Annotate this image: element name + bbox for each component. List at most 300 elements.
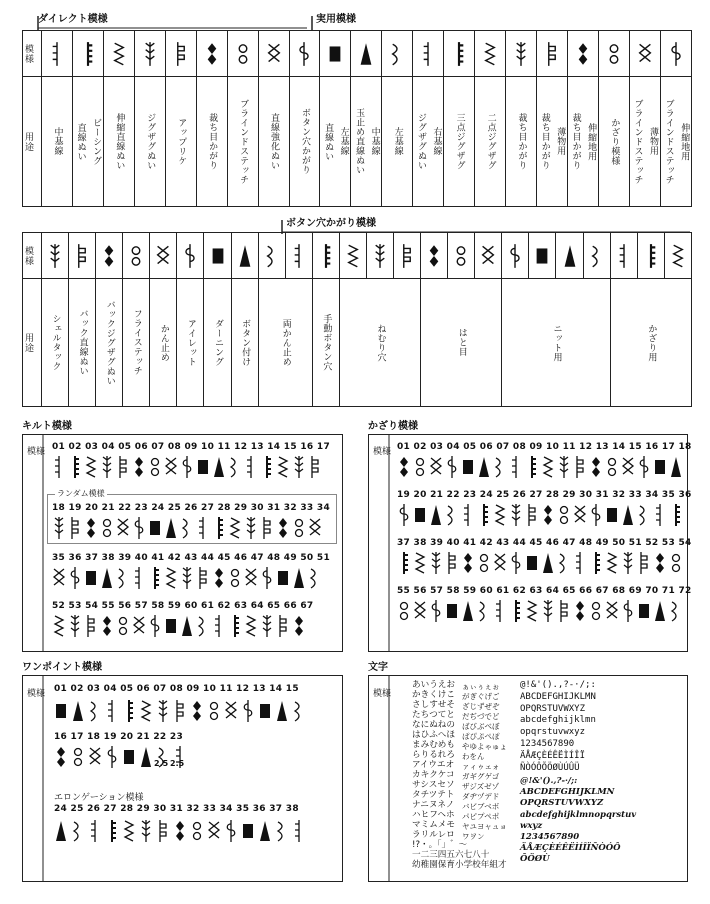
decor-r1-stitch-8 [509, 454, 523, 480]
quilt-r4-stitch-16 [292, 613, 306, 639]
t1-use-text-6-1: 裁ち目かがり [207, 113, 218, 170]
decor-r4-stitch-3 [429, 598, 443, 624]
decor-r1-stitch-9 [525, 454, 539, 480]
decor-r1-stitch-6 [477, 454, 491, 480]
decor-r2-stitch-16 [637, 502, 651, 528]
decor-r4-stitch-7 [493, 598, 507, 624]
decor-r1-stitch-17 [653, 454, 667, 480]
t1-pattern-icon-18 [575, 40, 591, 68]
latin-block: @!&'().,?-·/;: ABCDEFGHIJKLMN OPQRSTUVWXYZ abcdefghijklmn opqrstuvwxyz 1234567890 ÄÅÆÇÈÉÊËÌÍÎÏ ÑÒÓÔÕÖØÙÚÛÜ [520, 680, 596, 773]
t1-use-text-16-1: 裁ち目かがり [516, 113, 527, 170]
t1-use-cell-12 [382, 77, 413, 207]
t1-use-header [23, 77, 42, 207]
decor-r4-stitch-6 [477, 598, 491, 624]
t2-pattern-icon-19 [453, 242, 469, 270]
t2-use-cell-5 [150, 279, 177, 407]
onepoint-r1-stitch-2 [71, 698, 85, 724]
quilt-row4-stitches [52, 613, 306, 639]
quilt-r2-stitch-5 [116, 515, 130, 541]
onepoint-r3-stitch-9 [190, 818, 204, 844]
quilt-r3-stitch-2 [68, 565, 82, 591]
decor-r4-stitch-18 [669, 598, 683, 624]
t1-use-cell-17 [537, 77, 568, 207]
t1-pattern-cell-18 [567, 31, 598, 77]
t1-pattern-cell-5 [165, 31, 196, 77]
t2-pattern-icon-4 [47, 242, 63, 270]
quilt-r3-stitch-14 [260, 565, 274, 591]
decor-r3-stitch-12 [573, 550, 587, 576]
quilt-r2-stitch-16 [292, 515, 306, 541]
onepoint-r2-stitch-4 [105, 744, 119, 770]
quilt-r3-stitch-7 [148, 565, 162, 591]
onepoint-r2-stitch-5 [122, 744, 136, 770]
onepoint-r3-stitch-8 [173, 818, 187, 844]
t1-use-text-10-1: 左基線 [338, 127, 349, 156]
t2-pattern-icon-8 [155, 242, 171, 270]
t2-pattern-cell-19 [448, 233, 475, 279]
quilt-row2-numbers: 18 19 20 21 22 23 24 25 26 27 28 29 30 31 32 33 34 [52, 503, 331, 513]
t2-use-text-11-1: ねむり穴 [375, 323, 386, 362]
t1-use-cell-13 [413, 77, 444, 207]
decor-r3-stitch-15 [621, 550, 635, 576]
t1-use-text-13-2: ジグザグぬい [415, 113, 426, 170]
onepoint-row3-numbers: 24 25 26 27 28 29 30 31 32 33 34 35 36 37 38 [54, 804, 299, 814]
decor-r2-stitch-13 [589, 502, 603, 528]
t2-use-text-13-1: ニット用 [551, 323, 562, 362]
decor-row1-stitches [397, 454, 683, 480]
quilt-r1-stitch-6 [132, 454, 146, 480]
t1-pattern-icon-16 [513, 40, 529, 68]
decor-r4-stitch-16 [637, 598, 651, 624]
t1-use-text-15-1: 二点ジグザグ [485, 113, 496, 170]
t1-use-text-17-2: 裁ち目かがり [539, 113, 550, 170]
decor-r3-stitch-4 [445, 550, 459, 576]
t1-pattern-icon-7 [235, 40, 251, 68]
t2-pattern-icon-6 [101, 242, 117, 270]
quilt-r1-stitch-11 [212, 454, 226, 480]
t1-pattern-icon-1 [49, 40, 65, 68]
t2-pattern-cell-18 [421, 233, 448, 279]
decor-r3-stitch-14 [605, 550, 619, 576]
decor-r1-stitch-11 [557, 454, 571, 480]
quilt-r2-stitch-14 [260, 515, 274, 541]
t1-pattern-cell-7 [227, 31, 258, 77]
t1-use-text-18-1: 伸縮地用 [586, 122, 597, 161]
t2-pattern-cell-27 [664, 233, 691, 279]
quilt-row3-numbers: 35 36 37 38 39 40 41 42 43 44 45 46 47 48 49 50 51 [52, 553, 331, 563]
decor-r4-stitch-14 [605, 598, 619, 624]
quilt-r4-stitch-9 [180, 613, 194, 639]
quilt-r2-stitch-12 [228, 515, 242, 541]
decor-row4-stitches [397, 598, 683, 624]
t1-use-cell-2 [72, 77, 103, 207]
decor-r2-stitch-5 [461, 502, 475, 528]
t2-use-text-3-1: バックジグザグぬい [104, 299, 115, 386]
decor-r3-stitch-6 [477, 550, 491, 576]
decor-r3-stitch-11 [557, 550, 571, 576]
direct-pattern-header: ダイレクト模様 [38, 14, 108, 25]
quilt-r4-stitch-5 [116, 613, 130, 639]
decor-r1-stitch-3 [429, 454, 443, 480]
t1-use-text-1-1: 中基線 [52, 127, 63, 156]
decor-r1-stitch-10 [541, 454, 555, 480]
quilt-r2-stitch-3 [84, 515, 98, 541]
quilt-r1-stitch-1 [52, 454, 66, 480]
t1-use-text-20-2: ブラインドステッチ [632, 98, 643, 185]
t2-use-cell-10 [312, 279, 339, 407]
t1-use-header-text: 用途 [23, 131, 33, 152]
t2-pattern-icon-10 [210, 242, 226, 270]
t2-pattern-icon-14 [318, 242, 334, 270]
decorative-pattern-header: かざり模様 [368, 421, 418, 432]
quilt-r3-stitch-10 [196, 565, 210, 591]
onepoint-r1-stitch-4 [105, 698, 119, 724]
t2-pattern-header-text: 模様 [23, 245, 33, 266]
quilt-r1-stitch-7 [148, 454, 162, 480]
quilt-r3-stitch-6 [132, 565, 146, 591]
t1-pattern-icon-4 [142, 40, 158, 68]
practical-pattern-header: 実用模様 [316, 14, 356, 25]
onepoint-row3-stitches [54, 818, 306, 844]
decor-r3-stitch-13 [589, 550, 603, 576]
decor-r1-stitch-2 [413, 454, 427, 480]
quilt-r4-stitch-15 [276, 613, 290, 639]
quilt-r3-stitch-8 [164, 565, 178, 591]
t1-use-text-7-1: ブラインドステッチ [238, 98, 249, 185]
t2-pattern-cell-24 [583, 233, 610, 279]
quilt-r1-stitch-10 [196, 454, 210, 480]
quilt-r2-stitch-11 [212, 515, 226, 541]
onepoint-r1-stitch-10 [207, 698, 221, 724]
t1-use-cell-16 [506, 77, 537, 207]
t1-use-text-21-1: 伸縮地用 [679, 122, 690, 161]
onepoint-row1-stitches [54, 698, 306, 724]
t1-use-cell-3 [103, 77, 134, 207]
decor-r2-stitch-10 [541, 502, 555, 528]
t2-pattern-icon-20 [480, 242, 496, 270]
quilt-r4-stitch-6 [132, 613, 146, 639]
quilt-r1-stitch-8 [164, 454, 178, 480]
decor-r2-stitch-18 [669, 502, 683, 528]
onepoint-row2-numbers: 16 17 18 19 20 21 22 23 [54, 732, 184, 742]
t1-use-text-14-1: 三点ジグザグ [454, 113, 465, 170]
decor-r4-stitch-1 [397, 598, 411, 624]
t2-pattern-icon-18 [426, 242, 442, 270]
t1-use-cell-7 [227, 77, 258, 207]
buttonhole-table [22, 232, 692, 407]
quilt-r3-stitch-3 [84, 565, 98, 591]
t1-use-cell-18 [567, 77, 598, 207]
decor-r1-stitch-7 [493, 454, 507, 480]
decor-r1-stitch-13 [589, 454, 603, 480]
onepoint-r3-stitch-13 [258, 818, 272, 844]
quilt-r1-stitch-17 [308, 454, 322, 480]
t2-pattern-cell-11 [231, 233, 258, 279]
quilt-row2-stitches [52, 515, 322, 541]
decor-r3-stitch-10 [541, 550, 555, 576]
t2-pattern-icon-9 [182, 242, 198, 270]
t1-pattern-icon-17 [544, 40, 560, 68]
quilt-r4-stitch-4 [100, 613, 114, 639]
quilt-r2-stitch-17 [308, 515, 322, 541]
t1-pattern-cell-14 [444, 31, 475, 77]
quilt-r4-stitch-12 [228, 613, 242, 639]
decor-r3-stitch-3 [429, 550, 443, 576]
t1-pattern-icon-6 [204, 40, 220, 68]
quilt-r2-stitch-4 [100, 515, 114, 541]
t2-pattern-cell-25 [610, 233, 637, 279]
characters-pattern-label: 模様 [373, 689, 392, 699]
t1-pattern-header-text: 模様 [23, 43, 33, 64]
t1-pattern-cell-19 [598, 31, 629, 77]
t2-use-text-12-1: はと目 [456, 328, 467, 357]
t1-pattern-icon-21 [668, 40, 684, 68]
t2-pattern-cell-21 [502, 233, 529, 279]
t1-pattern-cell-11 [351, 31, 382, 77]
quilt-r2-stitch-10 [196, 515, 210, 541]
t1-use-cell-8 [258, 77, 289, 207]
t1-use-cell-19 [598, 77, 629, 207]
t2-use-text-14-1: かざり用 [646, 323, 657, 362]
decor-r4-stitch-12 [573, 598, 587, 624]
decor-r2-stitch-4 [445, 502, 459, 528]
onepoint-r3-stitch-11 [224, 818, 238, 844]
elongation-label: エロンゲーション模様 [54, 793, 144, 803]
onepoint-r3-stitch-2 [71, 818, 85, 844]
decor-row1-numbers: 01 02 03 04 05 06 07 08 09 10 11 12 13 14 15 16 17 18 [397, 442, 692, 452]
t2-pattern-icon-25 [616, 242, 632, 270]
t2-pattern-cell-15 [339, 233, 366, 279]
quilt-r3-stitch-12 [228, 565, 242, 591]
onepoint-r3-stitch-3 [88, 818, 102, 844]
t1-use-text-21-2: ブラインドステッチ [663, 98, 674, 185]
quilt-r1-stitch-15 [276, 454, 290, 480]
quilt-r2-stitch-2 [68, 515, 82, 541]
quilt-r2-stitch-8 [164, 515, 178, 541]
t2-pattern-cell-8 [150, 233, 177, 279]
quilt-r4-stitch-10 [196, 613, 210, 639]
t1-pattern-cell-15 [475, 31, 506, 77]
onepoint-r2-stitch-3 [88, 744, 102, 770]
t1-use-cell-11 [351, 77, 382, 207]
t2-pattern-icon-15 [345, 242, 361, 270]
onepoint-pattern-header: ワンポイント模様 [22, 662, 102, 673]
onepoint-r3-stitch-1 [54, 818, 68, 844]
t1-use-text-5-1: アップリケ [176, 117, 187, 166]
characters-divider [368, 675, 398, 885]
t1-pattern-cell-16 [506, 31, 537, 77]
quilt-r1-stitch-2 [68, 454, 82, 480]
quilt-r3-stitch-16 [292, 565, 306, 591]
quilt-r4-stitch-7 [148, 613, 162, 639]
t2-use-text-1-1: シェルタック [50, 314, 61, 371]
t2-pattern-icon-26 [643, 242, 659, 270]
t1-pattern-icon-8 [266, 40, 282, 68]
random-pattern-label: ランダム模様 [57, 489, 105, 498]
quilt-r2-stitch-15 [276, 515, 290, 541]
t1-pattern-icon-11 [358, 40, 374, 68]
quilt-r4-stitch-13 [244, 613, 258, 639]
quilt-r3-stitch-4 [100, 565, 114, 591]
t2-pattern-cell-4 [42, 233, 69, 279]
t1-pattern-cell-6 [196, 31, 227, 77]
t2-pattern-cell-20 [475, 233, 502, 279]
t2-use-cell-8 [231, 279, 258, 407]
decor-r4-stitch-9 [525, 598, 539, 624]
t2-pattern-cell-13 [285, 233, 312, 279]
onepoint-r3-stitch-15 [292, 818, 306, 844]
decor-r2-stitch-7 [493, 502, 507, 528]
onepoint-r1-stitch-14 [275, 698, 289, 724]
decor-r3-stitch-16 [637, 550, 651, 576]
buttonhole-pattern-header: ボタン穴かがり模様 [286, 218, 376, 229]
t1-use-text-9-1: ボタン穴かがり [299, 108, 310, 175]
onepoint-r3-stitch-5 [122, 818, 136, 844]
onepoint-r3-stitch-12 [241, 818, 255, 844]
quilt-r1-stitch-4 [100, 454, 114, 480]
t2-use-text-8-1: ボタン付け [240, 318, 251, 367]
t1-pattern-icon-14 [451, 40, 467, 68]
t1-use-cell-15 [475, 77, 506, 207]
onepoint-size-b: 2.5 [170, 759, 185, 768]
t2-pattern-cell-6 [96, 233, 123, 279]
t2-use-header [23, 279, 42, 407]
decor-r3-stitch-5 [461, 550, 475, 576]
quilt-r4-stitch-14 [260, 613, 274, 639]
t1-use-cell-9 [289, 77, 320, 207]
onepoint-r3-stitch-7 [156, 818, 170, 844]
t2-pattern-cell-10 [204, 233, 231, 279]
t2-use-text-10-1: 手動ボタン穴 [321, 314, 332, 371]
decor-r1-stitch-14 [605, 454, 619, 480]
decor-r1-stitch-12 [573, 454, 587, 480]
decor-r1-stitch-4 [445, 454, 459, 480]
quilt-r1-stitch-3 [84, 454, 98, 480]
t1-pattern-cell-3 [103, 31, 134, 77]
t1-pattern-cell-9 [289, 31, 320, 77]
t1-pattern-cell-10 [320, 31, 351, 77]
decor-r4-stitch-15 [621, 598, 635, 624]
t2-use-text-9-1: 両かん止め [280, 318, 291, 367]
t1-use-text-2-2: 直線ぬい [75, 122, 86, 161]
characters-header: 文字 [368, 662, 388, 673]
t2-use-cell-12 [421, 279, 502, 407]
quilt-pattern-header: キルト模様 [22, 421, 72, 432]
t2-pattern-cell-17 [394, 233, 421, 279]
t1-use-cell-10 [320, 77, 351, 207]
decor-r1-stitch-16 [637, 454, 651, 480]
quilt-r1-stitch-9 [180, 454, 194, 480]
t1-pattern-cell-20 [629, 31, 660, 77]
quilt-r4-stitch-8 [164, 613, 178, 639]
t2-use-cell-1 [42, 279, 69, 407]
quilt-r2-stitch-7 [148, 515, 162, 541]
t2-pattern-icon-21 [507, 242, 523, 270]
t1-pattern-icon-3 [111, 40, 127, 68]
onepoint-r1-stitch-6 [139, 698, 153, 724]
t2-pattern-cell-7 [123, 233, 150, 279]
decor-r2-stitch-17 [653, 502, 667, 528]
decor-r3-stitch-1 [397, 550, 411, 576]
quilt-row1-numbers: 01 02 03 04 05 06 07 08 09 10 11 12 13 14 15 16 17 [52, 442, 331, 452]
t2-pattern-icon-23 [562, 242, 578, 270]
t2-use-cell-7 [204, 279, 231, 407]
decor-r2-stitch-12 [573, 502, 587, 528]
onepoint-size-a: 2.5 [154, 759, 169, 768]
t1-pattern-icon-9 [296, 40, 312, 68]
decor-r4-stitch-10 [541, 598, 555, 624]
t2-use-cell-3 [96, 279, 123, 407]
t1-use-cell-4 [134, 77, 165, 207]
onepoint-r1-stitch-1 [54, 698, 68, 724]
decor-r4-stitch-2 [413, 598, 427, 624]
decor-r4-stitch-8 [509, 598, 523, 624]
decor-row2-stitches [397, 502, 683, 528]
onepoint-r1-stitch-11 [224, 698, 238, 724]
onepoint-r2-stitch-2 [71, 744, 85, 770]
quilt-pattern-label: 模様 [27, 447, 46, 457]
t1-pattern-icon-20 [637, 40, 653, 68]
decor-r2-stitch-14 [605, 502, 619, 528]
t2-pattern-icon-7 [128, 242, 144, 270]
decor-r4-stitch-13 [589, 598, 603, 624]
quilt-row3-stitches [52, 565, 322, 591]
onepoint-r1-stitch-13 [258, 698, 272, 724]
decor-r4-stitch-5 [461, 598, 475, 624]
decor-r1-stitch-15 [621, 454, 635, 480]
t1-pattern-cell-8 [258, 31, 289, 77]
quilt-row1-stitches [52, 454, 322, 480]
t2-pattern-cell-16 [366, 233, 393, 279]
decor-r2-stitch-1 [397, 502, 411, 528]
decor-r3-stitch-2 [413, 550, 427, 576]
t2-pattern-cell-5 [69, 233, 96, 279]
t1-pattern-icon-2 [80, 40, 96, 68]
t2-pattern-cell-26 [637, 233, 664, 279]
t1-pattern-icon-5 [173, 40, 189, 68]
decorative-divider [368, 434, 398, 654]
t1-use-text-11-2: 玉止め直線ぬい [354, 108, 365, 175]
decor-r2-stitch-11 [557, 502, 571, 528]
quilt-r3-stitch-9 [180, 565, 194, 591]
decor-row4-numbers: 55 56 57 58 59 60 61 62 63 64 65 66 67 68 69 70 71 72 [397, 586, 692, 596]
quilt-r2-stitch-9 [180, 515, 194, 541]
quilt-r3-stitch-1 [52, 565, 66, 591]
t2-use-header-text: 用途 [23, 332, 33, 353]
t2-pattern-icon-27 [670, 242, 686, 270]
t1-pattern-cell-17 [537, 31, 568, 77]
t2-pattern-icon-11 [237, 242, 253, 270]
onepoint-r3-stitch-6 [139, 818, 153, 844]
t1-use-text-2-1: ビーシング [91, 117, 102, 166]
t1-use-cell-20 [629, 77, 660, 207]
decor-r4-stitch-4 [445, 598, 459, 624]
quilt-r3-stitch-11 [212, 565, 226, 591]
kana-small-block: ぁぃぅぇぉ がぎぐげご ざじずぜぞ だぢづでど ばびぶべぼ ぱぴぷぺぽ やゆよゃゅょ わをん ァィゥェォ ガギグゲゴ ザジズゼゾ ダヂヅデド バビブベボ パピプペポ ヤユヨャュョ ワヲン [462, 682, 507, 841]
onepoint-r1-stitch-3 [88, 698, 102, 724]
decor-r2-stitch-6 [477, 502, 491, 528]
t2-pattern-cell-22 [529, 233, 556, 279]
t2-use-cell-13 [502, 279, 610, 407]
t2-use-cell-4 [123, 279, 150, 407]
t1-use-text-20-1: 薄物用 [648, 127, 659, 156]
t2-use-text-4-1: フライステッチ [131, 309, 142, 376]
quilt-r3-stitch-5 [116, 565, 130, 591]
direct-practical-table [22, 30, 692, 207]
quilt-r2-stitch-6 [132, 515, 146, 541]
t2-pattern-icon-16 [372, 242, 388, 270]
t2-pattern-cell-12 [258, 233, 285, 279]
